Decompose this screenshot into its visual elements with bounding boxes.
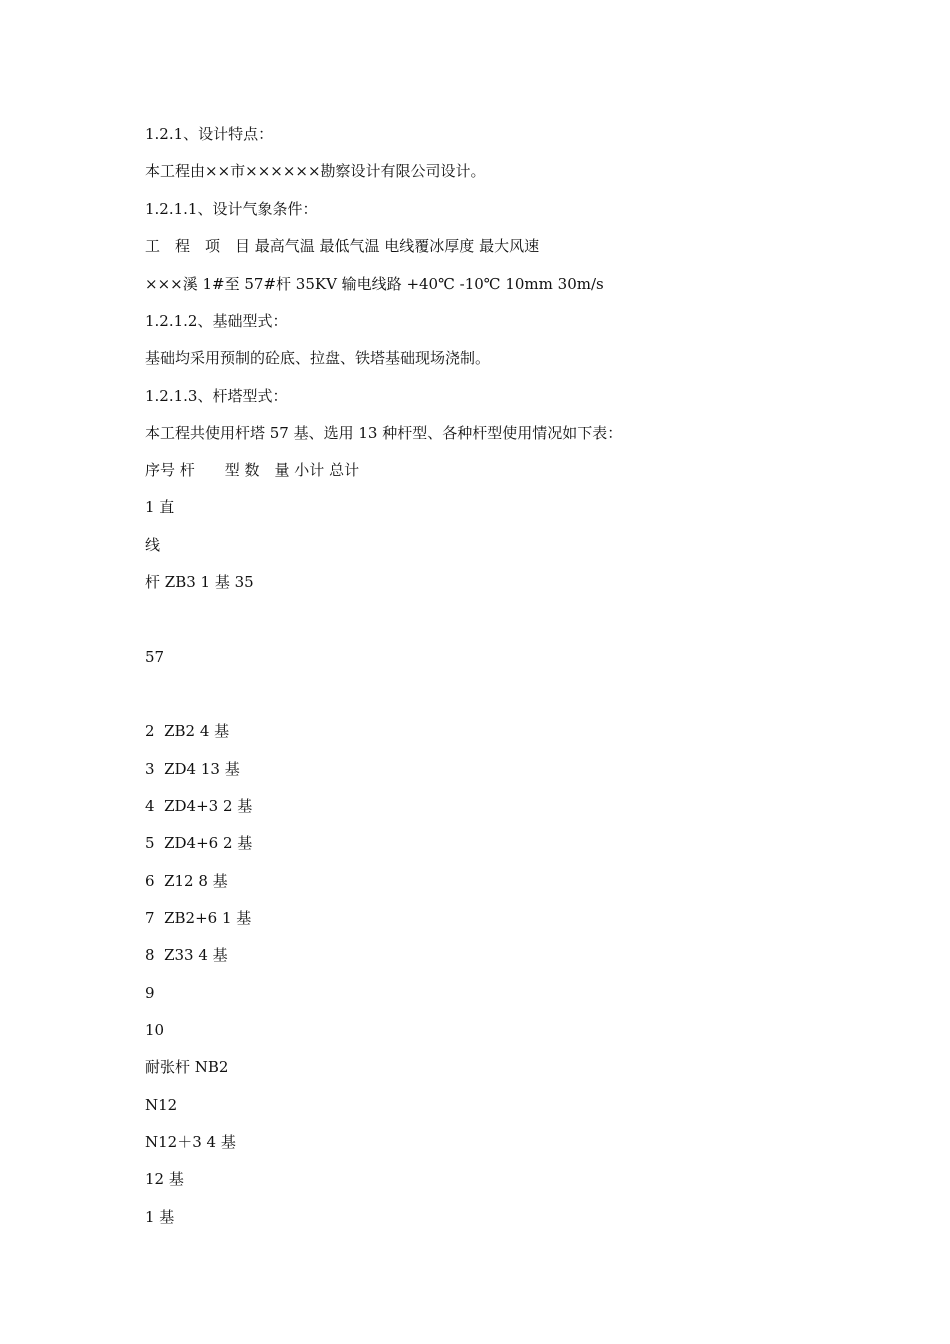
weather-table-row: ×××溪 1#至 57#杆 35KV 输电线路 +40℃ -10℃ 10mm 30m/s	[145, 275, 604, 293]
tower-table-line: 7 ZB2+6 1 基	[145, 909, 252, 927]
tower-table-line: 2 ZB2 4 基	[145, 722, 230, 740]
tower-table-header: 序号 杆 型 数 量 小计 总计	[145, 461, 360, 479]
section-heading-tower-type: 1.2.1.3、杆塔型式：	[145, 387, 288, 405]
paragraph-tower-usage: 本工程共使用杆塔 57 基、选用 13 种杆型、各种杆型使用情况如下表：	[145, 424, 623, 442]
tower-table-line: 4 ZD4+3 2 基	[145, 797, 253, 815]
tower-table-line: 6 Z12 8 基	[145, 872, 228, 890]
tower-table-line: N12	[145, 1096, 178, 1114]
tower-table-line: 3 ZD4 13 基	[145, 760, 240, 778]
section-heading-weather: 1.2.1.1、设计气象条件：	[145, 200, 318, 218]
tower-table-line: 9	[145, 984, 155, 1002]
section-heading-foundation: 1.2.1.2、基础型式：	[145, 312, 288, 330]
tower-table-line: 57	[145, 648, 165, 666]
tower-table-line: 线	[145, 536, 161, 554]
tower-table-line: 1 基	[145, 1208, 175, 1226]
tower-table-line: 杆 ZB3 1 基 35	[145, 573, 254, 591]
tower-table-line: 耐张杆 NB2	[145, 1058, 229, 1076]
tower-table-line: 12 基	[145, 1170, 184, 1188]
tower-table-line: 10	[145, 1021, 165, 1039]
paragraph-foundation: 基础均采用预制的砼底、拉盘、铁塔基础现场浇制。	[145, 349, 491, 367]
tower-table-line: 5 ZD4+6 2 基	[145, 834, 253, 852]
paragraph-designer: 本工程由××市××××××勘察设计有限公司设计。	[145, 162, 486, 180]
section-heading-design-features: 1.2.1、设计特点：	[145, 125, 274, 143]
weather-table-header: 工 程 项 目 最高气温 最低气温 电线覆冰厚度 最大风速	[145, 237, 540, 255]
tower-table-line: N12＋3 4 基	[145, 1133, 236, 1151]
tower-table-line: 1 直	[145, 498, 175, 516]
tower-table-line: 8 Z33 4 基	[145, 946, 228, 964]
